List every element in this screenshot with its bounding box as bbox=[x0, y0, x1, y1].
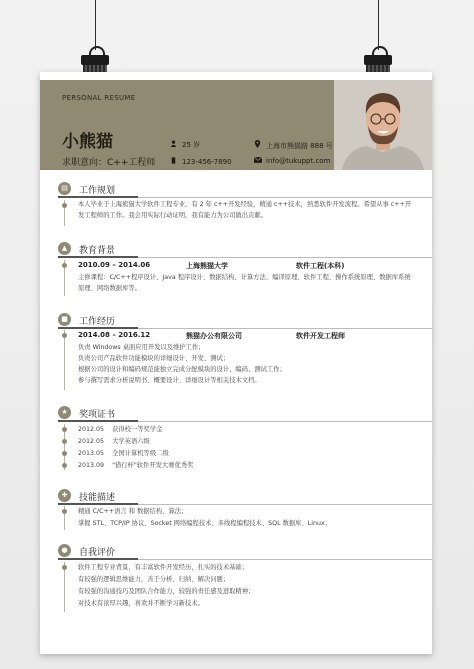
briefcase-icon: ■ bbox=[58, 313, 71, 326]
location-icon bbox=[254, 140, 262, 150]
candidate-name: 小熊猫 bbox=[62, 132, 113, 152]
job-objective: 求职意向：C++工程师 bbox=[62, 158, 156, 168]
self-line: 有较强的沟通技巧及团队合作能力，较强的责任感及进取精神； bbox=[78, 588, 255, 595]
address-info bbox=[254, 140, 333, 151]
wrench-icon: ✚ bbox=[58, 489, 71, 502]
award-date: 2013.05 bbox=[78, 450, 105, 457]
award-item bbox=[78, 436, 150, 445]
work-company: 熊猫办公有限公司 bbox=[186, 332, 242, 340]
user-icon bbox=[170, 140, 178, 149]
work-position: 软件开发工程师 bbox=[296, 332, 345, 340]
section-header-education bbox=[58, 242, 432, 256]
award-text: "猎行杯"软件开发大赛优秀奖 bbox=[112, 462, 194, 469]
hanging-string-right bbox=[378, 0, 379, 50]
hanging-string-left bbox=[95, 0, 96, 50]
age-info bbox=[170, 140, 200, 150]
section-title-education: 教育背景 bbox=[79, 246, 116, 256]
profile-photo bbox=[334, 80, 432, 170]
award-text: 全国计算机等级二级 bbox=[112, 450, 169, 457]
resume-paper bbox=[40, 72, 432, 654]
section-header-self bbox=[58, 544, 432, 558]
self-line: 对技术有浓厚兴趣，喜欢并不断学习新技术。 bbox=[78, 600, 204, 607]
section-title-awards: 奖项证书 bbox=[79, 410, 116, 420]
award-date: 2013.09 bbox=[78, 462, 105, 469]
phone-info bbox=[170, 157, 232, 166]
award-date: 2012.05 bbox=[78, 426, 105, 433]
section-title-work: 工作经历 bbox=[79, 317, 116, 327]
section-header-skills bbox=[58, 489, 432, 503]
award-item bbox=[78, 460, 193, 469]
skill-line: 掌握 STL、TCP/IP 协议、Socket 网络编程技术、多线程编程技术、SQL 数据库、Linux； bbox=[78, 520, 332, 527]
phone-icon bbox=[170, 157, 178, 166]
email-info bbox=[254, 157, 330, 165]
email-text: info@tukuppt.com bbox=[266, 157, 331, 165]
education-courses: 主修课程：C/C++程序设计、Java 程序设计、数据结构、计算方法、编译原理、软件工程、操作系统原理、数据库系统原理、网络数据库等。 bbox=[78, 274, 411, 292]
section-header-work bbox=[58, 313, 432, 327]
graduation-cap-icon: ▲ bbox=[58, 242, 71, 255]
trophy-icon: ★ bbox=[58, 406, 71, 419]
award-text: 大学英语六级 bbox=[112, 438, 150, 445]
briefcase-icon: ▤ bbox=[58, 182, 71, 195]
skill-line: 精通 C/C++语言 和 数据结构、算法； bbox=[78, 508, 188, 515]
self-line: 有较强的逻辑思维能力，善于分析、归纳、解决问题； bbox=[78, 576, 230, 583]
work-duty: 根据公司的设计和编码规范能独立完成分配模块的设计、编码、测试工作； bbox=[78, 366, 286, 373]
email-icon bbox=[254, 157, 262, 165]
work-duty: 负责公司产品软件功能模块的详细设计、开发、测试； bbox=[78, 355, 230, 362]
work-period: 2014.08 – 2016.12 bbox=[78, 331, 151, 339]
education-major: 软件工程(本科) bbox=[296, 262, 345, 270]
phone-text: 123-456-7890 bbox=[182, 158, 232, 166]
plan-text: 本人毕业于上海熊猫大学软件工程专业，有 2 年 c++开发经验，精通 c++技术，熟悉软件开发流程。希望从事 c++开发工程师的工作。我会用实际行动证明，我有能力为公司做出贡献。 bbox=[78, 201, 412, 219]
age-text: 25 岁 bbox=[182, 141, 201, 149]
section-title-plan: 工作规划 bbox=[79, 186, 116, 196]
award-date: 2012.05 bbox=[78, 438, 105, 445]
self-line: 软件工程专业背景，有丰富软件开发经历，扎实的技术基础； bbox=[78, 564, 249, 571]
award-text: 获得校一等奖学金 bbox=[112, 426, 163, 433]
work-duty: 参与撰写需求分析说明书、概要设计、详细设计等相关技术文档。 bbox=[78, 377, 261, 384]
work-duty: 负责 Windows 桌面应用开发以及维护工作； bbox=[78, 344, 205, 351]
section-header-awards bbox=[58, 406, 432, 420]
section-header-plan bbox=[58, 182, 432, 196]
user-icon: ● bbox=[58, 544, 71, 557]
education-school: 上海熊猫大学 bbox=[186, 262, 228, 270]
section-title-self: 自我评价 bbox=[79, 548, 116, 558]
address-text: 上海市熊猫路 888 号 bbox=[266, 142, 333, 150]
section-title-skills: 技能描述 bbox=[79, 493, 116, 503]
header-label: PERSONAL RESUME bbox=[62, 94, 136, 102]
award-item bbox=[78, 448, 169, 457]
education-period: 2010.09 – 2014.06 bbox=[78, 261, 151, 269]
award-item bbox=[78, 424, 162, 433]
